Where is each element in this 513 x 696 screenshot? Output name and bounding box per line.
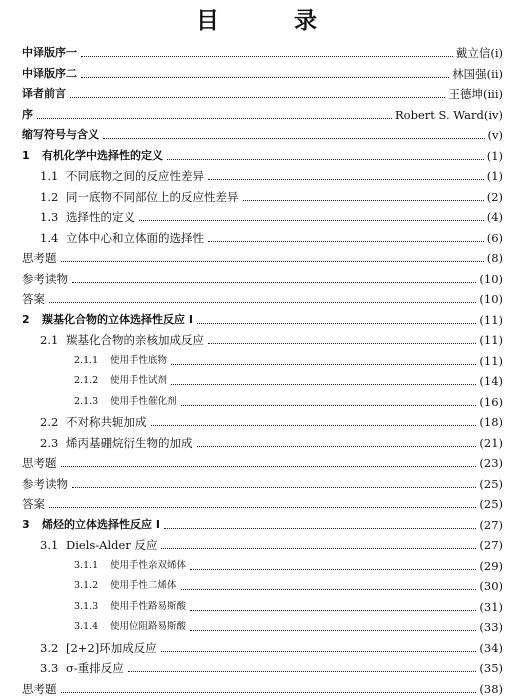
toc-entry-label [40,538,159,552]
toc-entry-label [40,190,241,204]
toc-entry-page: (2) [486,189,503,204]
toc-entry-text: [2+2]环加成反应 [66,640,157,655]
toc-entry-text: 使用手性路易斯酸 [110,600,187,612]
toc-entry [74,614,503,634]
toc-entry-number: 3.1.3 [74,600,99,612]
toc-dot-leader [61,692,477,693]
toc-entry-text: 答案 [22,497,45,511]
toc-dot-leader [70,97,445,98]
toc-entry-page: (6) [486,230,503,245]
toc-entry-label [40,231,206,245]
toc-entry-page: (27) [479,517,503,532]
toc-entry-text: 中译版序二 [22,66,77,80]
toc-entry [74,368,503,388]
toc-entry [40,184,503,204]
toc-entry-page: 林国强(ii) [452,66,503,81]
toc-entry-page: 王德坤(iii) [448,87,503,101]
toc-entry-label [22,108,35,122]
toc-entry-number: 3 [22,517,30,531]
toc-entry-page: (27) [479,538,503,552]
toc-entry-text: 序 [22,107,33,121]
toc-entry-label [74,559,188,573]
toc-entry-page: (34) [479,640,503,655]
toc-entry-label [40,333,206,347]
toc-entry-page: (8) [486,251,503,265]
toc-entry-number: 2.1 [40,333,59,347]
toc-entry [22,676,503,696]
toc-entry [22,61,503,81]
toc-entry-label [22,149,165,163]
toc-entry-page: (35) [479,661,503,675]
toc-entry-page: (10) [479,292,503,306]
toc-dot-leader [167,159,484,160]
toc-entry-label [40,436,195,450]
toc-entry-number: 3.2 [40,640,59,655]
toc-entry [22,81,503,101]
toc-entry-text: 使用手性试剂 [110,375,168,386]
toc-entry-text: 中译版序一 [22,46,77,59]
toc-entry [22,245,503,265]
toc-entry-label [74,354,169,368]
toc-dot-leader [190,610,476,611]
toc-entry-text: 烯丙基硼烷衍生物的加成 [66,435,193,450]
toc-entry-page: Robert S. Ward(iv) [395,107,503,122]
toc-entry-text: 参考读物 [22,476,68,491]
toc-entry [40,163,503,183]
toc-dot-leader [208,343,476,344]
toc-entry-number: 1.1 [40,169,59,183]
toc-entry-text: 使用手性底物 [110,354,168,366]
toc-entry [74,594,503,614]
toc-dot-leader [49,507,476,508]
toc-entry-number: 1 [22,148,30,162]
toc-entry-number: 3.1.1 [74,559,99,571]
toc-dot-leader [190,630,476,631]
toc-entry-page: (1) [486,169,503,183]
toc-entry-number: 2.3 [40,435,59,450]
toc-entry-text: 使用手性催化剂 [110,395,177,407]
toc-entry-page: (33) [479,620,503,634]
toc-dot-leader [61,466,477,467]
toc-entry-text: 使用位阻路易斯酸 [110,621,187,632]
toc-dot-leader [103,138,485,139]
toc-entry [40,327,503,347]
toc-entry-number: 3.1.2 [74,580,99,591]
toc-entry-label [22,46,79,60]
toc-entry [40,430,503,450]
toc-entry-text: 译者前言 [22,87,66,100]
toc-entry [74,553,503,573]
toc-entry [40,635,503,655]
toc-entry-text: 使用手性亲双烯体 [110,559,187,571]
toc-dot-leader [49,302,476,303]
toc-entry-label [22,272,70,286]
toc-entry-text: 选择性的定义 [66,210,135,224]
toc-dot-leader [208,179,484,180]
toc-entry-label [40,661,126,675]
toc-entry-text: 羰基化合物的立体选择性反应 I [42,312,193,326]
toc-dot-leader [181,405,477,406]
toc-entry [22,266,503,286]
toc-entry-text: 答案 [22,292,45,306]
toc-entry-number: 2.1.3 [74,395,99,407]
toc-entry-text: 有机化学中选择性的定义 [42,148,163,162]
toc-entry-number: 1.3 [40,210,59,224]
toc-entry [74,389,503,409]
toc-entry [40,655,503,675]
toc-entry-label [22,477,70,491]
toc-entry-number: 1.4 [40,230,59,245]
toc-entry-label [74,600,188,614]
toc-entry-number: 2.2 [40,415,59,429]
toc-entry-text: 思考题 [22,456,57,470]
toc-dot-leader [151,425,477,426]
toc-dot-leader [181,589,477,590]
toc-entry [22,102,503,122]
toc-entry-label [74,395,179,409]
toc-entry [22,286,503,306]
toc-entry [40,225,503,245]
toc-entry-page: (14) [479,374,503,388]
toc-entry-text: 缩写符号与含义 [22,128,99,141]
toc-entry-label [22,682,59,696]
toc-dot-leader [197,323,476,324]
toc-entry [40,409,503,429]
toc-entry-label [22,251,59,265]
toc-entry-page: (23) [479,456,503,470]
toc-entry [22,512,503,532]
toc-entry-page: (16) [479,394,503,409]
toc-entry-page: (4) [486,210,503,224]
toc-entry-label [40,641,159,655]
toc-entry-page: (v) [487,128,503,142]
toc-entry [74,348,503,368]
toc-dot-leader [208,241,484,242]
page-title: 目 录 [196,8,343,34]
toc-entry [40,204,503,224]
toc-entry-label [22,313,195,327]
toc-entry-text: 参考读物 [22,271,68,286]
toc-entry [22,450,503,470]
toc-entry [40,532,503,552]
toc-dot-leader [81,77,449,78]
toc-entry-text: 思考题 [22,251,57,265]
toc-entry-page: (18) [479,415,503,429]
toc-entry-number: 2.1.2 [74,375,99,386]
toc-entry-label [22,518,162,532]
toc-dot-leader [171,384,476,385]
toc-entry-text: 使用手性二烯体 [110,580,177,591]
toc-entry [22,307,503,327]
toc-entry-text: σ-重排反应 [66,661,124,675]
toc-entry-label [22,67,79,81]
toc-dot-leader [139,220,484,221]
toc-entry-page: (38) [479,681,503,696]
toc-entry-text: 羰基化合物的亲核加成反应 [66,333,204,347]
toc-dot-leader [37,118,392,119]
toc-dot-leader [128,671,477,672]
toc-dot-leader [190,569,476,570]
toc-entry-text: 不同底物之间的反应性差异 [66,169,204,183]
toc-entry-label [74,374,169,388]
toc-dot-leader [61,261,484,262]
toc-dot-leader [161,548,476,549]
toc-entry-page: (21) [479,435,503,450]
toc-dot-leader [164,528,476,529]
toc-entry-number: 2 [22,312,30,326]
toc-entry-number: 3.1 [40,538,59,552]
toc-dot-leader [171,364,476,365]
toc-entry-label [22,87,68,101]
toc-entry-number: 3.1.4 [74,621,99,632]
toc-entry-label [40,210,137,224]
toc-entry-text: Diels-Alder 反应 [66,538,158,552]
toc-entry-text: 不对称共轭加成 [66,415,147,429]
toc-entry-label [22,497,47,511]
toc-entry-label [22,292,47,306]
toc-entry [22,122,503,142]
toc-entry [22,143,503,163]
toc-entry-text: 烯烃的立体选择性反应 I [42,517,160,531]
toc-entry-text: 立体中心和立体面的选择性 [66,230,204,245]
toc-entry-page: (11) [479,353,503,368]
toc-entry [22,40,503,60]
toc-dot-leader [72,282,476,283]
toc-dot-leader [197,446,477,447]
toc-dot-leader [72,487,476,488]
toc-entry-label [22,456,59,470]
toc-dot-leader [161,651,477,652]
toc-entry-text: 思考题 [22,681,57,696]
toc-entry [74,573,503,593]
toc-entry-number: 3.3 [40,661,59,675]
toc-entry-label [74,620,188,634]
toc-entry-number: 1.2 [40,189,59,204]
toc-dot-leader [243,200,484,201]
toc-entry-label [22,128,101,142]
toc-entry-page: (11) [479,333,503,347]
toc-entry-label [40,169,206,183]
toc-entry-page: (25) [479,497,503,511]
toc-entry [22,491,503,511]
toc-entry-page: (30) [479,579,503,593]
toc-entry-number: 2.1.1 [74,354,99,366]
toc-dot-leader [81,56,453,57]
toc-entry-page: 戴立信(i) [455,46,503,60]
toc-entry-label [74,579,179,593]
toc-entry-page: (25) [479,476,503,491]
toc-entry-page: (10) [479,271,503,286]
toc-entry-text: 同一底物不同部位上的反应性差异 [66,189,239,204]
toc-entry-label [40,415,149,429]
toc-entry-page: (31) [479,599,503,614]
toc-entry-page: (11) [479,312,503,327]
toc-entry [22,471,503,491]
toc-entry-page: (1) [486,148,503,163]
toc-entry-page: (29) [479,558,503,573]
